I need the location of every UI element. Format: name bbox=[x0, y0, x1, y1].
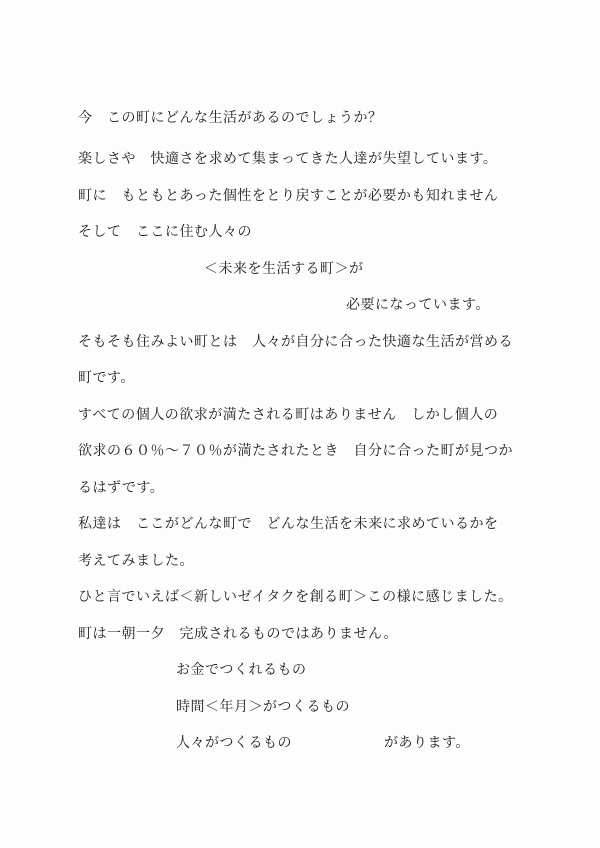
text-line-2: 楽しさや 快適さを求めて集まってきた人達が失望しています。 bbox=[78, 151, 498, 167]
text-line-17: 時間＜年月＞がつくるもの bbox=[176, 699, 350, 715]
text-line-19: があります。 bbox=[384, 735, 470, 751]
text-line-18: 人々がつくるもの bbox=[176, 735, 292, 751]
text-line-3: 町に もともとあった個性をとり戻すことが必要かも知れません bbox=[78, 188, 499, 204]
text-line-9: すべての個人の欲求が満たされる町はありません しかし個人の bbox=[78, 407, 499, 423]
text-line-7: そもそも住みよい町とは 人々が自分に合った快適な生活が営める bbox=[78, 334, 513, 350]
text-line-11: るはずです。 bbox=[78, 480, 165, 496]
text-line-8: 町です。 bbox=[78, 370, 135, 386]
text-line-16: お金でつくれるもの bbox=[176, 662, 307, 678]
text-line-14: ひと言でいえば＜新しいゼイタクを創る町＞この様に感じました。 bbox=[78, 589, 513, 605]
text-line-6: 必要になっています。 bbox=[346, 297, 490, 313]
text-line-15: 町は一朝一夕 完成されるものではありません。 bbox=[78, 626, 398, 642]
text-line-1: 今 この町にどんな生活があるのでしょうか？ bbox=[78, 110, 383, 126]
text-line-12: 私達は ここがどんな町で どんな生活を未来に求めているかを bbox=[78, 516, 499, 532]
text-line-13: 考えてみました。 bbox=[78, 553, 194, 569]
text-line-4: そして ここに住む人々の bbox=[78, 224, 252, 240]
text-line-5: ＜未来を生活する町＞が bbox=[204, 261, 364, 277]
text-line-10: 欲求の６０％～７０％が満たされたとき 自分に合った町が見つか bbox=[78, 443, 513, 459]
